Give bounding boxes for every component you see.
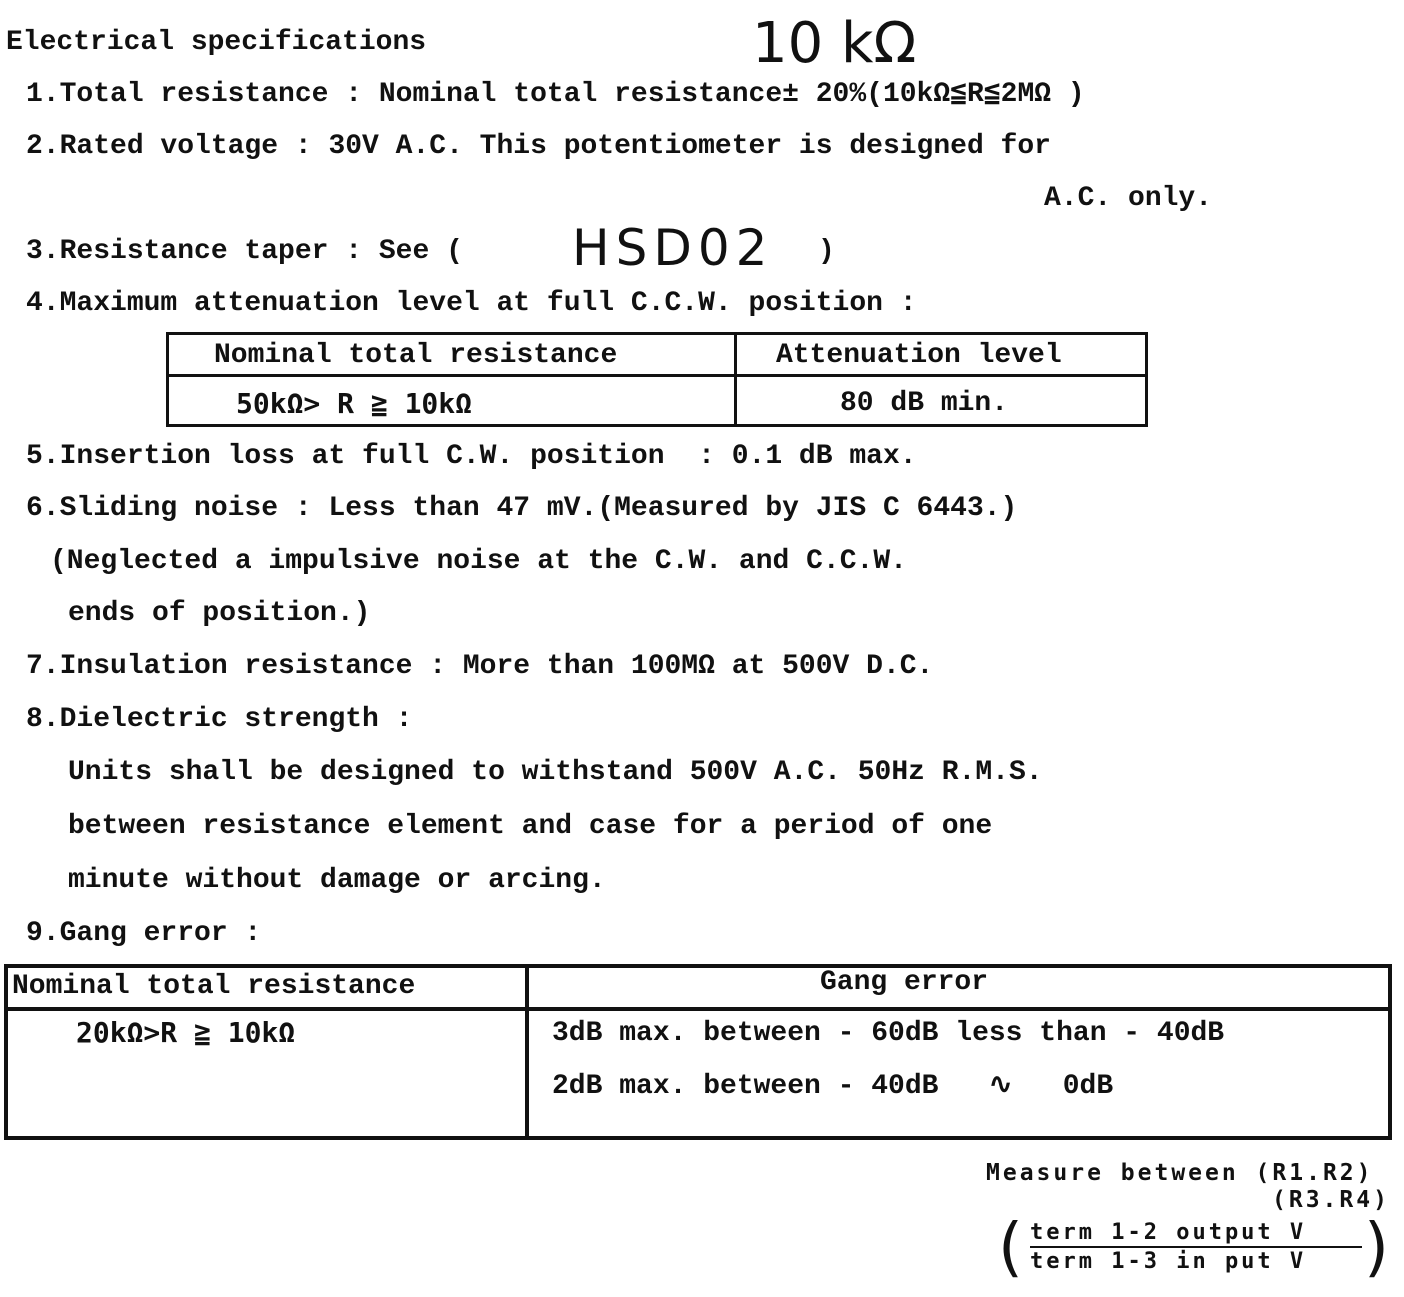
gang-row-error-1: 3dB max. between - 60dB less than - 40dB bbox=[552, 1018, 1225, 1049]
spec-item-2-line1: 2.Rated voltage : 30V A.C. This potentiometer is designed for bbox=[26, 131, 1051, 162]
spec-item-8-line2: Units shall be designed to withstand 500V A.C. 50Hz R.M.S. bbox=[68, 757, 1043, 788]
gang-row-error-2: 2dB max. between - 40dB ∿ 0dB bbox=[552, 1071, 1114, 1102]
gang-table-column-divider bbox=[525, 964, 529, 1140]
spec-item-2-line2: A.C. only. bbox=[1044, 183, 1213, 214]
spec-item-1: 1.Total resistance : Nominal total resistance± 20%(10kΩ≦R≦2MΩ ) bbox=[26, 79, 1085, 110]
spec-item-4: 4.Maximum attenuation level at full C.C.W. position : bbox=[26, 288, 917, 319]
fraction-bar bbox=[1030, 1246, 1362, 1248]
attenuation-table-divider bbox=[166, 374, 1148, 377]
fraction-numerator: term 1-2 output V bbox=[1030, 1220, 1307, 1245]
attenuation-row-resistance: 50kΩ> R ≧ 10kΩ bbox=[236, 387, 473, 420]
measure-note-line2: (R3.R4) bbox=[1272, 1187, 1390, 1213]
document-title: Electrical specifications bbox=[6, 27, 427, 58]
attenuation-header-resistance: Nominal total resistance bbox=[214, 340, 618, 371]
spec-item-3-prefix: 3.Resistance taper : See ( bbox=[26, 236, 463, 267]
taper-code-handwritten: HSD02 bbox=[572, 219, 774, 277]
spec-item-7: 7.Insulation resistance : More than 100MΩ at 500V D.C. bbox=[26, 651, 934, 682]
spec-item-6-line3: ends of position.) bbox=[68, 598, 371, 629]
fraction-close-paren: ) bbox=[1364, 1211, 1389, 1285]
gang-header-resistance: Nominal total resistance bbox=[12, 971, 416, 1002]
gang-table-divider bbox=[4, 1007, 1392, 1011]
attenuation-table-column-divider bbox=[734, 332, 737, 427]
handwritten-resistance-value: 10 kΩ bbox=[752, 11, 917, 76]
spec-item-6-line1: 6.Sliding noise : Less than 47 mV.(Measured by JIS C 6443.) bbox=[26, 493, 1018, 524]
measure-note-line1: Measure between (R1.R2) bbox=[986, 1160, 1374, 1186]
spec-item-3-suffix: ) bbox=[818, 236, 835, 267]
spec-item-5: 5.Insertion loss at full C.W. position : 0.1 dB max. bbox=[26, 441, 917, 472]
gang-row-resistance: 20kΩ>R ≧ 10kΩ bbox=[76, 1016, 296, 1049]
attenuation-row-level: 80 dB min. bbox=[840, 388, 1009, 419]
spec-item-8-line4: minute without damage or arcing. bbox=[68, 865, 606, 896]
fraction-denominator: term 1-3 in put V bbox=[1030, 1249, 1307, 1274]
spec-item-8-line3: between resistance element and case for a period of one bbox=[68, 811, 993, 842]
gang-header-error: Gang error bbox=[820, 967, 989, 998]
spec-item-8-line1: 8.Dielectric strength : bbox=[26, 704, 413, 735]
spec-item-6-line2: (Neglected a impulsive noise at the C.W. and C.C.W. bbox=[50, 546, 907, 577]
fraction-open-paren: ( bbox=[998, 1211, 1023, 1285]
attenuation-header-level: Attenuation level bbox=[776, 340, 1062, 371]
spec-item-9: 9.Gang error : bbox=[26, 918, 262, 949]
